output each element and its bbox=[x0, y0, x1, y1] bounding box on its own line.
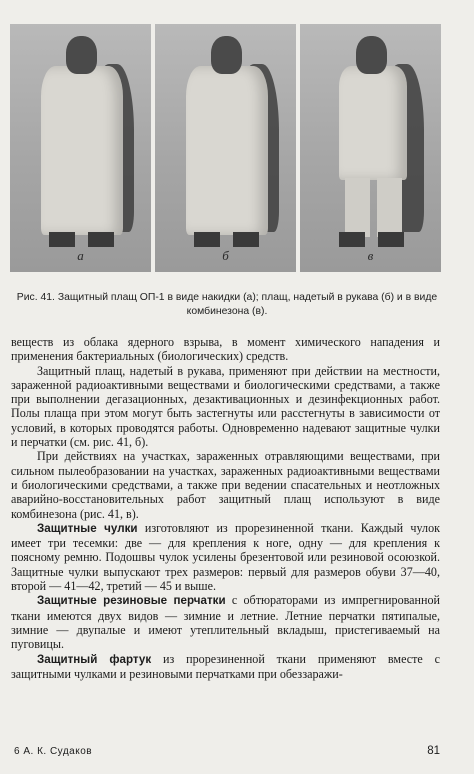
cape-figure bbox=[41, 66, 123, 235]
term-heading: Защитные резиновые перчатки bbox=[37, 594, 226, 608]
term-heading: Защитные чулки bbox=[37, 521, 138, 535]
body-text bbox=[11, 335, 440, 681]
paragraph-text: с обтюраторами из импрегнированной ткани имеются двух видов — зимние и летние. Летние перчатки пятипалые, зимние — двупалые и имеют утеплительный вкладыш, пристегиваемый на пуговицы. bbox=[11, 593, 440, 652]
boots bbox=[194, 232, 259, 247]
figure-photos bbox=[10, 24, 441, 272]
paragraph: веществ из облака ядерного взрыва, в момент химического нападения и применения бактериальных (биологических) средств. bbox=[11, 335, 440, 364]
photo-panel-c bbox=[300, 24, 441, 272]
paragraph bbox=[11, 593, 440, 651]
boots bbox=[49, 232, 114, 247]
overall-figure bbox=[339, 66, 407, 180]
gas-mask-hood bbox=[356, 36, 387, 73]
gas-mask-hood bbox=[211, 36, 242, 73]
panel-letter-b: б bbox=[222, 248, 229, 263]
paragraph bbox=[11, 652, 440, 682]
gas-mask-hood bbox=[66, 36, 97, 73]
paragraph bbox=[11, 521, 440, 593]
coat-figure bbox=[186, 66, 268, 235]
paragraph: Защитный плащ, надетый в рукава, применяют при действии на местности, зараженной радиоактивными веществами и биологическими средствами, а также при выполнении дегазационных, дезактивационных и дезинфекционных работ. Полы плаща при этом могут быть застегнуты или расстегнуты в зависимости от условий, в которых проводятся работы. Одновременно надевают защитные чулки и перчатки (см. рис. 41, б). bbox=[11, 363, 440, 450]
photo-panel-a bbox=[10, 24, 151, 272]
panel-letter-a: а bbox=[77, 248, 84, 263]
term-heading: Защитный фартук bbox=[37, 652, 152, 666]
paragraph-text: изготовляют из прорезиненной ткани. Каждый чулок имеет три тесемки: две — для крепления к ноге, одну — для крепления к поясному ремню. Подошвы чулок усилены брезентовой или резиновой осоюзкой. Защитные чулки выпускают трех размеров: первый для размеров обуви 37—40, второй — 41—42, третий — 45 и выше. bbox=[11, 520, 440, 594]
figure-caption: Рис. 41. Защитный плащ ОП-1 в виде накидки (а); плащ, надетый в рукава (б) и в виде комбинезона (в). bbox=[16, 292, 438, 317]
boots bbox=[339, 232, 404, 247]
photo-panel-b bbox=[155, 24, 296, 272]
paragraph: При действиях на участках, зараженных отравляющими веществами, при сильном пылеобразовании на участках, зараженных радиоактивными веществами и биологическими средствами, а также при ведении спасательных и неотложных аварийно-восстановительных работ защитный плащ используют в виде комбинезона (рис. 41, в). bbox=[11, 449, 440, 521]
protective-stockings bbox=[345, 178, 401, 238]
page-number: 81 bbox=[427, 745, 440, 757]
printer-signature: 6 А. К. Судаков bbox=[14, 746, 93, 757]
paragraph-text: из прорезиненной ткани применяют вместе с защитными чулками и резиновыми перчатками при обеззаражи- bbox=[11, 651, 440, 681]
panel-letter-c: в bbox=[367, 248, 374, 263]
page-footer bbox=[14, 745, 440, 757]
